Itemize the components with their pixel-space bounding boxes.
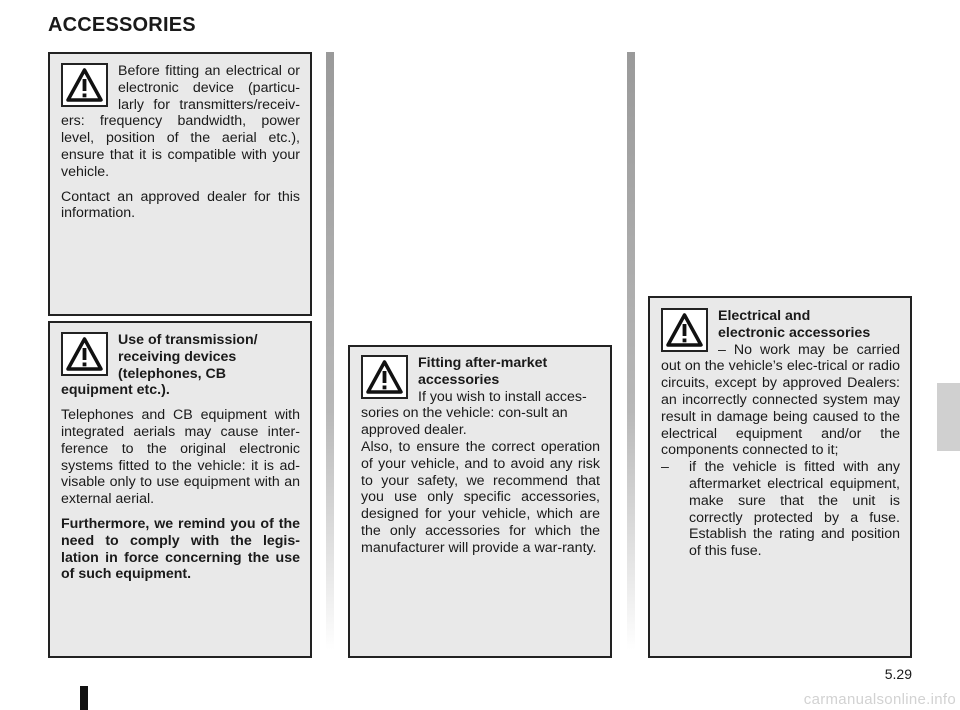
section-thumb-tab bbox=[937, 383, 960, 451]
fuse-protection-warning: if the vehicle is fitted with any aftermarket electrical equipment, make sure that the unit is correctly protected by a fuse. Establish the rating and position of this fuse. bbox=[689, 459, 900, 560]
consult-dealer-text: If you wish to install acces-sories on the vehicle: con-sult an approved dealer. bbox=[361, 388, 587, 439]
warning-triangle-icon bbox=[61, 332, 108, 376]
column-divider-left bbox=[326, 52, 334, 650]
list-item: – if the vehicle is fitted with any aftermarket electrical equipment, make sure that the unit is correctly protected by a fuse. Establish the rating and position of this fuse. bbox=[661, 459, 900, 560]
list-item: – No work may be carried out on the vehicle’s elec-trical or radio circuits, except by approved Dealers: an incorrectly connected system may result in damage being caused to the electrical equipment and/or the components connected to it; bbox=[661, 341, 900, 459]
crop-mark bbox=[80, 686, 88, 710]
electrical-work-warning: No work may be carried out on the vehicle’s elec-trical or radio circuits, except by approved Dealers: an incorrectly connected system may result in damage being caused to the electrical equipment and/or the components connected to it; bbox=[661, 341, 900, 459]
aftermarket-heading: Fitting after-market accessories bbox=[418, 355, 548, 388]
warning-box-transmission-devices bbox=[48, 321, 312, 658]
page-number: 5.29 bbox=[884, 666, 912, 682]
specific-accessories-text: Also, to ensure the correct operation of your vehicle, and to avoid any risk to your safety, we recommend that you use only specific accessories, designed for your vehicle, which are the only accessories for which the manufacturer will provide a war-ranty. bbox=[361, 438, 600, 556]
transmission-heading: Use of transmission/ receiving devices (telephones, CB equipment etc.). bbox=[61, 332, 258, 399]
warning-triangle-icon bbox=[61, 63, 108, 107]
compatibility-warning-text: Before fitting an electrical or electronic device (particu-larly for transmitters/receiv-ers: frequency bandwidth, power level, position of the aerial etc.), ensure that it is compatible with your vehicle. bbox=[61, 63, 300, 180]
legislation-reminder-text: Furthermore, we remind you of the need to comply with the legis-lation in force concerning the use of such equipment. bbox=[61, 515, 300, 583]
contact-dealer-text: Contact an approved dealer for this information. bbox=[61, 188, 300, 222]
warning-box-compatibility bbox=[48, 52, 312, 316]
electrical-heading: Electrical and electronic accessories bbox=[718, 308, 871, 341]
warning-box-aftermarket-accessories bbox=[348, 345, 612, 658]
warning-box-electrical-accessories bbox=[648, 296, 912, 658]
page-title: ACCESSORIES bbox=[48, 14, 196, 36]
warning-triangle-icon bbox=[361, 355, 408, 399]
interference-text: Telephones and CB equipment with integrated aerials may cause inter-ference to the original electronic systems fitted to the vehicle: it is ad-visable only to use equipment with an external aerial. bbox=[61, 407, 300, 508]
column-divider-right bbox=[627, 52, 635, 650]
electrical-instructions-list bbox=[661, 342, 900, 560]
watermark: carmanualsonline.info bbox=[803, 691, 956, 708]
